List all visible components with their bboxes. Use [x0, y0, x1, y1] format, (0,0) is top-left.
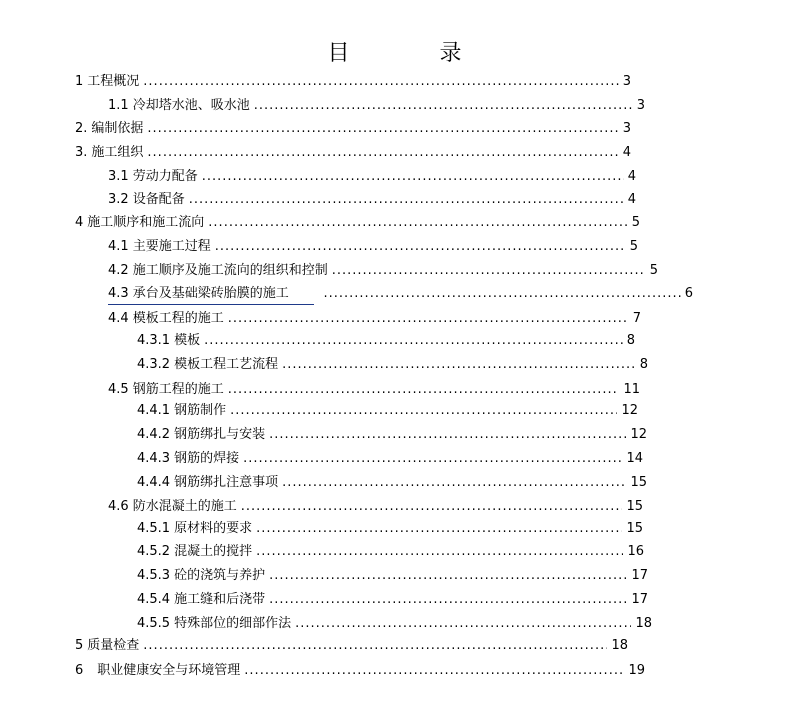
toc-entry-label: 编制依据 — [91, 121, 144, 136]
toc-entry[interactable] — [137, 566, 648, 586]
toc-entry-page: 3 — [622, 74, 631, 89]
toc-entry-number: 4.4.1 — [137, 403, 171, 418]
toc-entry-number: 4.5.2 — [137, 544, 171, 559]
toc-entry-number: 2. — [75, 121, 88, 136]
toc-entry-number: 4.1 — [108, 239, 129, 254]
toc-leader-dots — [269, 425, 626, 445]
toc-entry-label: 施工顺序及施工流向的组织和控制 — [132, 263, 328, 278]
toc-entry-label: 模板工程的施工 — [132, 311, 224, 326]
toc-entry[interactable] — [108, 190, 636, 210]
toc-entry[interactable] — [75, 119, 631, 139]
toc-entry-number: 4.3 — [108, 286, 129, 301]
toc-leader-dots — [269, 566, 627, 586]
toc-entry-page: 3 — [636, 98, 645, 113]
toc-entry-label: 模板 — [174, 333, 201, 348]
toc-entry-number: 3.1 — [108, 169, 129, 184]
toc-leader-dots — [254, 96, 633, 116]
toc-entry-label: 劳动力配备 — [132, 169, 198, 184]
toc-entry-number: 5 — [75, 638, 84, 653]
toc-entry-number: 4.4.2 — [137, 427, 171, 442]
toc-leader-dots — [244, 661, 624, 681]
toc-entry-number: 1.1 — [108, 98, 129, 113]
toc-leader-dots — [256, 519, 622, 539]
toc-leader-dots — [147, 119, 618, 139]
toc-entry-page: 6 — [684, 286, 693, 301]
toc-entry-page: 14 — [626, 451, 643, 466]
toc-entry-page: 19 — [628, 663, 645, 678]
toc-entry-number: 4.3.1 — [137, 333, 171, 348]
toc-leader-dots — [282, 355, 636, 375]
toc-entry-number: 4.5 — [108, 382, 129, 397]
toc-entry-label: 钢筋绑扎注意事项 — [174, 475, 279, 490]
toc-entry-number: 4.5.3 — [137, 568, 171, 583]
toc-entry-label: 特殊部位的细部作法 — [174, 616, 292, 631]
toc-entry-label: 钢筋绑扎与安装 — [174, 427, 266, 442]
toc-entry-number: 4.4 — [108, 311, 129, 326]
toc-leader-dots — [324, 284, 681, 304]
toc-entry[interactable] — [137, 355, 648, 375]
toc-entry[interactable] — [108, 96, 645, 116]
toc-entry-page: 15 — [630, 475, 647, 490]
toc-entry[interactable] — [108, 284, 693, 304]
toc-entry-underline — [108, 284, 314, 305]
toc-entry-number: 4.3.2 — [137, 357, 171, 372]
toc-leader-dots — [241, 497, 623, 517]
toc-leader-dots — [215, 237, 626, 257]
toc-entry-number: 4.5.1 — [137, 521, 171, 536]
toc-entry-label: 质量检查 — [87, 638, 140, 653]
toc-entry-label: 钢筋制作 — [174, 403, 227, 418]
toc-entry-number: 4.4.4 — [137, 475, 171, 490]
toc-entry[interactable] — [137, 331, 635, 351]
toc-entry-number: 4.4.3 — [137, 451, 171, 466]
toc-leader-dots — [269, 590, 627, 610]
toc-leader-dots — [243, 449, 622, 469]
toc-leader-dots — [208, 213, 627, 233]
toc-entry-label: 设备配备 — [132, 192, 185, 207]
toc-leader-dots — [282, 473, 626, 493]
toc-entry-page: 12 — [621, 403, 638, 418]
toc-entry-number: 1 — [75, 74, 84, 89]
toc-entry-label: 砼的浇筑与养护 — [174, 568, 266, 583]
toc-entry[interactable] — [108, 380, 640, 400]
toc-entry[interactable] — [137, 614, 652, 634]
toc-entry-page: 11 — [623, 382, 640, 397]
toc-entry-page: 3 — [622, 121, 631, 136]
toc-entry-label: 施工组织 — [91, 145, 144, 160]
toc-entry[interactable] — [137, 519, 643, 539]
toc-leader-dots — [204, 331, 623, 351]
toc-entry-label: 原材料的要求 — [174, 521, 253, 536]
toc-entry[interactable] — [75, 661, 645, 681]
toc-entry[interactable] — [108, 237, 638, 257]
toc-entry-page: 15 — [626, 521, 643, 536]
toc-entry-page: 4 — [622, 145, 631, 160]
toc-entry[interactable] — [137, 473, 647, 493]
toc-entry-page: 8 — [626, 333, 635, 348]
toc-entry-label: 承台及基础梁砖胎膜的施工 — [132, 286, 289, 301]
toc-entry-page: 16 — [627, 544, 644, 559]
toc-entry-number: 4.5.5 — [137, 616, 171, 631]
toc-entry[interactable] — [75, 636, 628, 656]
toc-entry[interactable] — [108, 167, 636, 187]
toc-entry-label: 模板工程工艺流程 — [174, 357, 279, 372]
toc-entry-page: 4 — [627, 192, 636, 207]
toc-entry-page: 5 — [629, 239, 638, 254]
toc-entry[interactable] — [137, 590, 648, 610]
toc-leader-dots — [143, 636, 607, 656]
toc-entry-page: 15 — [626, 499, 643, 514]
toc-entry[interactable] — [108, 309, 641, 329]
toc-leader-dots — [228, 309, 629, 329]
toc-entry-page: 17 — [631, 592, 648, 607]
toc-leader-dots — [332, 261, 646, 281]
toc-entry[interactable] — [137, 401, 638, 421]
toc-leader-dots — [143, 72, 618, 92]
toc-entry-page: 18 — [635, 616, 652, 631]
toc-entry-number: 4.2 — [108, 263, 129, 278]
toc-entry-page: 18 — [611, 638, 628, 653]
toc-entry-label: 混凝土的搅拌 — [174, 544, 253, 559]
toc-entry-page: 17 — [631, 568, 648, 583]
toc-entry[interactable] — [108, 261, 658, 281]
toc-entry[interactable] — [75, 143, 631, 163]
toc-entry-number: 4.5.4 — [137, 592, 171, 607]
toc-entry-label: 冷却塔水池、吸水池 — [132, 98, 250, 113]
toc-title: 目 录 — [327, 41, 496, 66]
toc-entry-label: 工程概况 — [87, 74, 140, 89]
toc-entry-page: 5 — [649, 263, 658, 278]
toc-entry-page: 4 — [627, 169, 636, 184]
toc-entry-number: 6 — [75, 663, 84, 678]
toc-entry[interactable] — [137, 542, 644, 562]
toc-leader-dots — [295, 614, 631, 634]
toc-leader-dots — [189, 190, 624, 210]
toc-entry-number: 4 — [75, 215, 84, 230]
toc-entry[interactable] — [108, 497, 643, 517]
toc-entry-label: 钢筋工程的施工 — [132, 382, 224, 397]
toc-entry-number: 4.6 — [108, 499, 129, 514]
toc-entry-label: 防水混凝土的施工 — [132, 499, 237, 514]
toc-leader-dots — [256, 542, 623, 562]
toc-entry-number: 3. — [75, 145, 88, 160]
toc-entry[interactable] — [137, 449, 643, 469]
toc-entry-page: 7 — [632, 311, 641, 326]
toc-entry-page: 12 — [630, 427, 647, 442]
toc-leader-dots — [230, 401, 617, 421]
toc-entry-label: 主要施工过程 — [132, 239, 211, 254]
toc-leader-dots — [147, 143, 618, 163]
toc-leader-dots — [202, 167, 624, 187]
toc-entry[interactable] — [75, 213, 640, 233]
toc-entry-page: 8 — [639, 357, 648, 372]
toc-entry-label: 职业健康安全与环境管理 — [97, 663, 241, 678]
toc-entry[interactable] — [137, 425, 647, 445]
toc-entry-label: 施工缝和后浇带 — [174, 592, 266, 607]
toc-entry-label: 施工顺序和施工流向 — [87, 215, 205, 230]
toc-entry-label: 钢筋的焊接 — [174, 451, 240, 466]
toc-entry-page: 5 — [631, 215, 640, 230]
toc-entry-number: 3.2 — [108, 192, 129, 207]
toc-leader-dots — [228, 380, 620, 400]
toc-entry[interactable] — [75, 72, 631, 92]
